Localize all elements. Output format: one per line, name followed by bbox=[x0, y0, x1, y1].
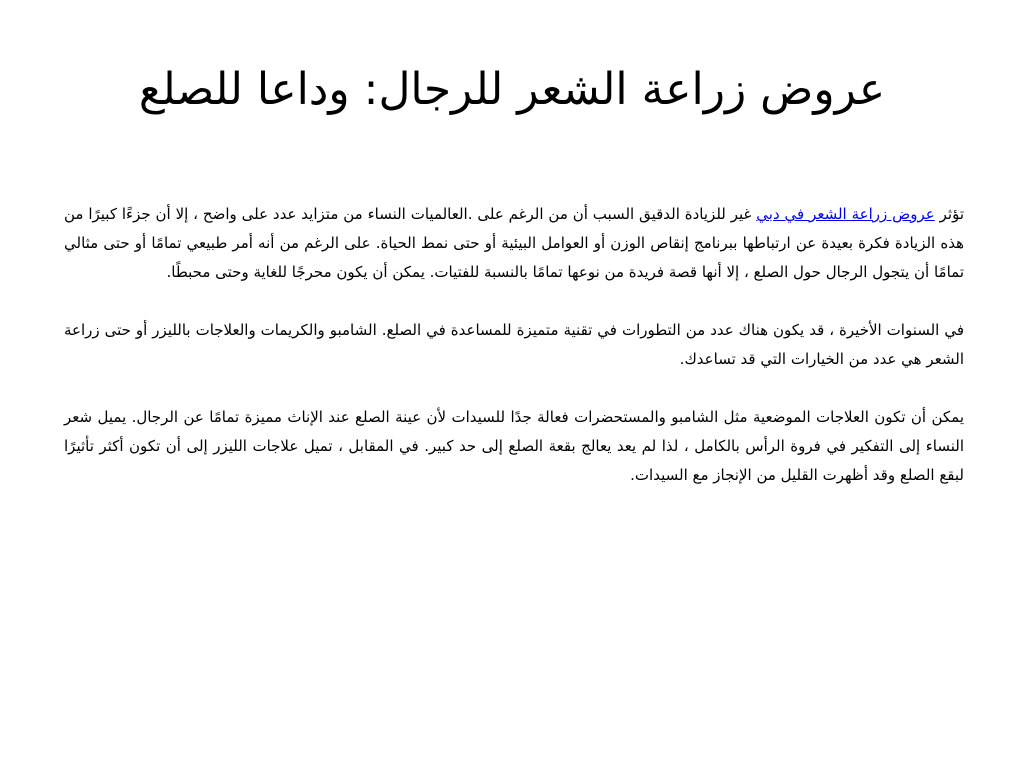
paragraph-1 bbox=[64, 200, 964, 287]
paragraph-3: يمكن أن تكون العلاجات الموضعية مثل الشامبو والمستحضرات فعالة جدًا للسيدات لأن عينة الصلع عند الإناث مميزة تمامًا عن الرجال. يميل شعر النساء إلى التفكير في فروة الرأس بالكامل ، لذا لم يعد يعالج بقعة الصلع إلى حد كبير. في المقابل ، تميل علاجات الليزر إلى أن تكون أكثر تأثيرًا لبقع الصلع وقد أظهرت القليل من الإنجاز مع السيدات. bbox=[64, 408, 964, 484]
slide-body bbox=[64, 200, 964, 519]
slide-title: عروض زراعة الشعر للرجال: وداعا للصلع bbox=[138, 64, 886, 115]
paragraph-1-text: غير للزيادة الدقيق السبب أن من الرغم على .العالميات النساء من متزايد عدد على واضح ، إلا أن جزءًا كبيرًا من هذه الزيادة فكرة بعيدة عن ارتباطها ببرنامج إنقاص الوزن أو العوامل البيئية أو حتى نمط الحياة. على الرغم من أنه أمر طبيعي تمامًا أو حتى مثالي تمامًا أن يتجول الرجال حول الصلع ، إلا أنها قصة فريدة من نوعها تمامًا بالنسبة للفتيات. يمكن أن يكون محرجًا للغاية وحتى محبطًا. bbox=[64, 205, 964, 281]
paragraph-2: في السنوات الأخيرة ، قد يكون هناك عدد من التطورات في تقنية متميزة للمساعدة في الصلع. الشامبو والكريمات والعلاجات بالليزر أو حتى زراعة الشعر هي عدد من الخيارات التي قد تساعدك. bbox=[64, 321, 964, 368]
hair-transplant-offers-dubai-link[interactable]: عروض زراعة الشعر في دبي bbox=[756, 205, 935, 223]
paragraph-1-lead: تؤثر bbox=[934, 205, 964, 223]
